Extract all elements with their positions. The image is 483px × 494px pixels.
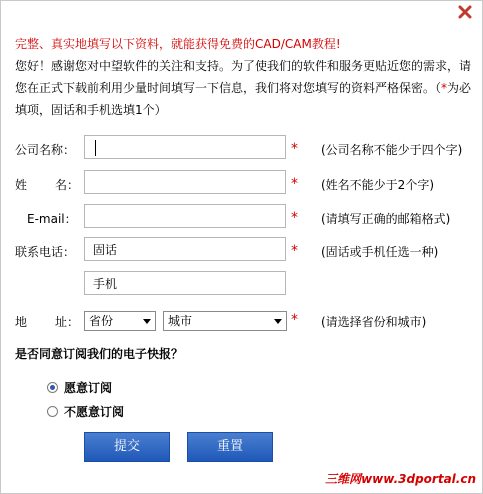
company-input[interactable] xyxy=(84,135,286,159)
required-asterisk: * xyxy=(441,81,448,95)
submit-button[interactable]: 提交 xyxy=(84,432,170,462)
reset-button[interactable]: 重置 xyxy=(187,432,273,462)
subscribe-no-option[interactable] xyxy=(47,403,124,420)
subscribe-no-radio[interactable] xyxy=(47,406,58,417)
chevron-down-icon xyxy=(143,319,151,324)
name-input[interactable] xyxy=(84,170,286,194)
intro-text xyxy=(15,55,475,121)
email-input[interactable] xyxy=(84,204,286,228)
province-select-value: 省份 xyxy=(89,314,114,328)
city-select[interactable] xyxy=(163,311,287,331)
landline-input[interactable] xyxy=(84,237,286,261)
address-label-left: 地 xyxy=(15,315,28,329)
site-watermark: 三维网www.3dportal.cn xyxy=(325,472,476,486)
phone-required-mark: * xyxy=(291,243,298,259)
subscribe-yes-option[interactable] xyxy=(47,379,112,396)
intro-body: 您好！感谢您对中望软件的关注和支持。为了使我们的软件和服务更贴近您的需求，请您在正式下载前利用少量时间填写一下信息，我们将对您填写的资料严格保密。（ xyxy=(15,59,472,95)
address-label-right: 址： xyxy=(55,315,80,329)
phone-hint: (固话或手机任选一种) xyxy=(321,245,439,259)
name-required-mark: * xyxy=(291,176,298,192)
subscribe-yes-radio[interactable] xyxy=(47,382,58,393)
email-label: E-mail： xyxy=(27,212,77,226)
address-hint: (请选择省份和城市) xyxy=(321,315,427,329)
name-label xyxy=(15,176,79,193)
province-select[interactable] xyxy=(84,311,156,331)
intro-required-note: 为必填项，固话和手机选填1个） xyxy=(15,81,472,117)
close-icon[interactable] xyxy=(458,5,472,19)
subscribe-no-label: 不愿意订阅 xyxy=(64,405,125,419)
mobile-input[interactable] xyxy=(84,271,286,295)
text-cursor xyxy=(95,140,96,156)
name-label-right: 名： xyxy=(55,178,80,192)
company-label: 公司名称： xyxy=(15,143,76,157)
name-hint: (姓名不能少于2个字) xyxy=(321,178,434,192)
company-required-mark: * xyxy=(291,141,298,157)
email-required-mark: * xyxy=(291,210,298,226)
promo-headline: 完整、真实地填写以下资料，就能获得免费的CAD/CAM教程! xyxy=(15,37,341,51)
address-label xyxy=(15,313,79,330)
subscribe-question: 是否同意订阅我们的电子快报？ xyxy=(15,347,184,361)
city-select-value: 城市 xyxy=(168,314,193,328)
address-required-mark: * xyxy=(291,312,298,328)
company-hint: (公司名称不能少于四个字) xyxy=(321,143,463,157)
name-label-left: 姓 xyxy=(15,178,28,192)
chevron-down-icon xyxy=(274,319,282,324)
phone-label: 联系电话： xyxy=(15,245,76,259)
email-hint: (请填写正确的邮箱格式) xyxy=(321,212,451,226)
subscribe-yes-label: 愿意订阅 xyxy=(64,381,113,395)
